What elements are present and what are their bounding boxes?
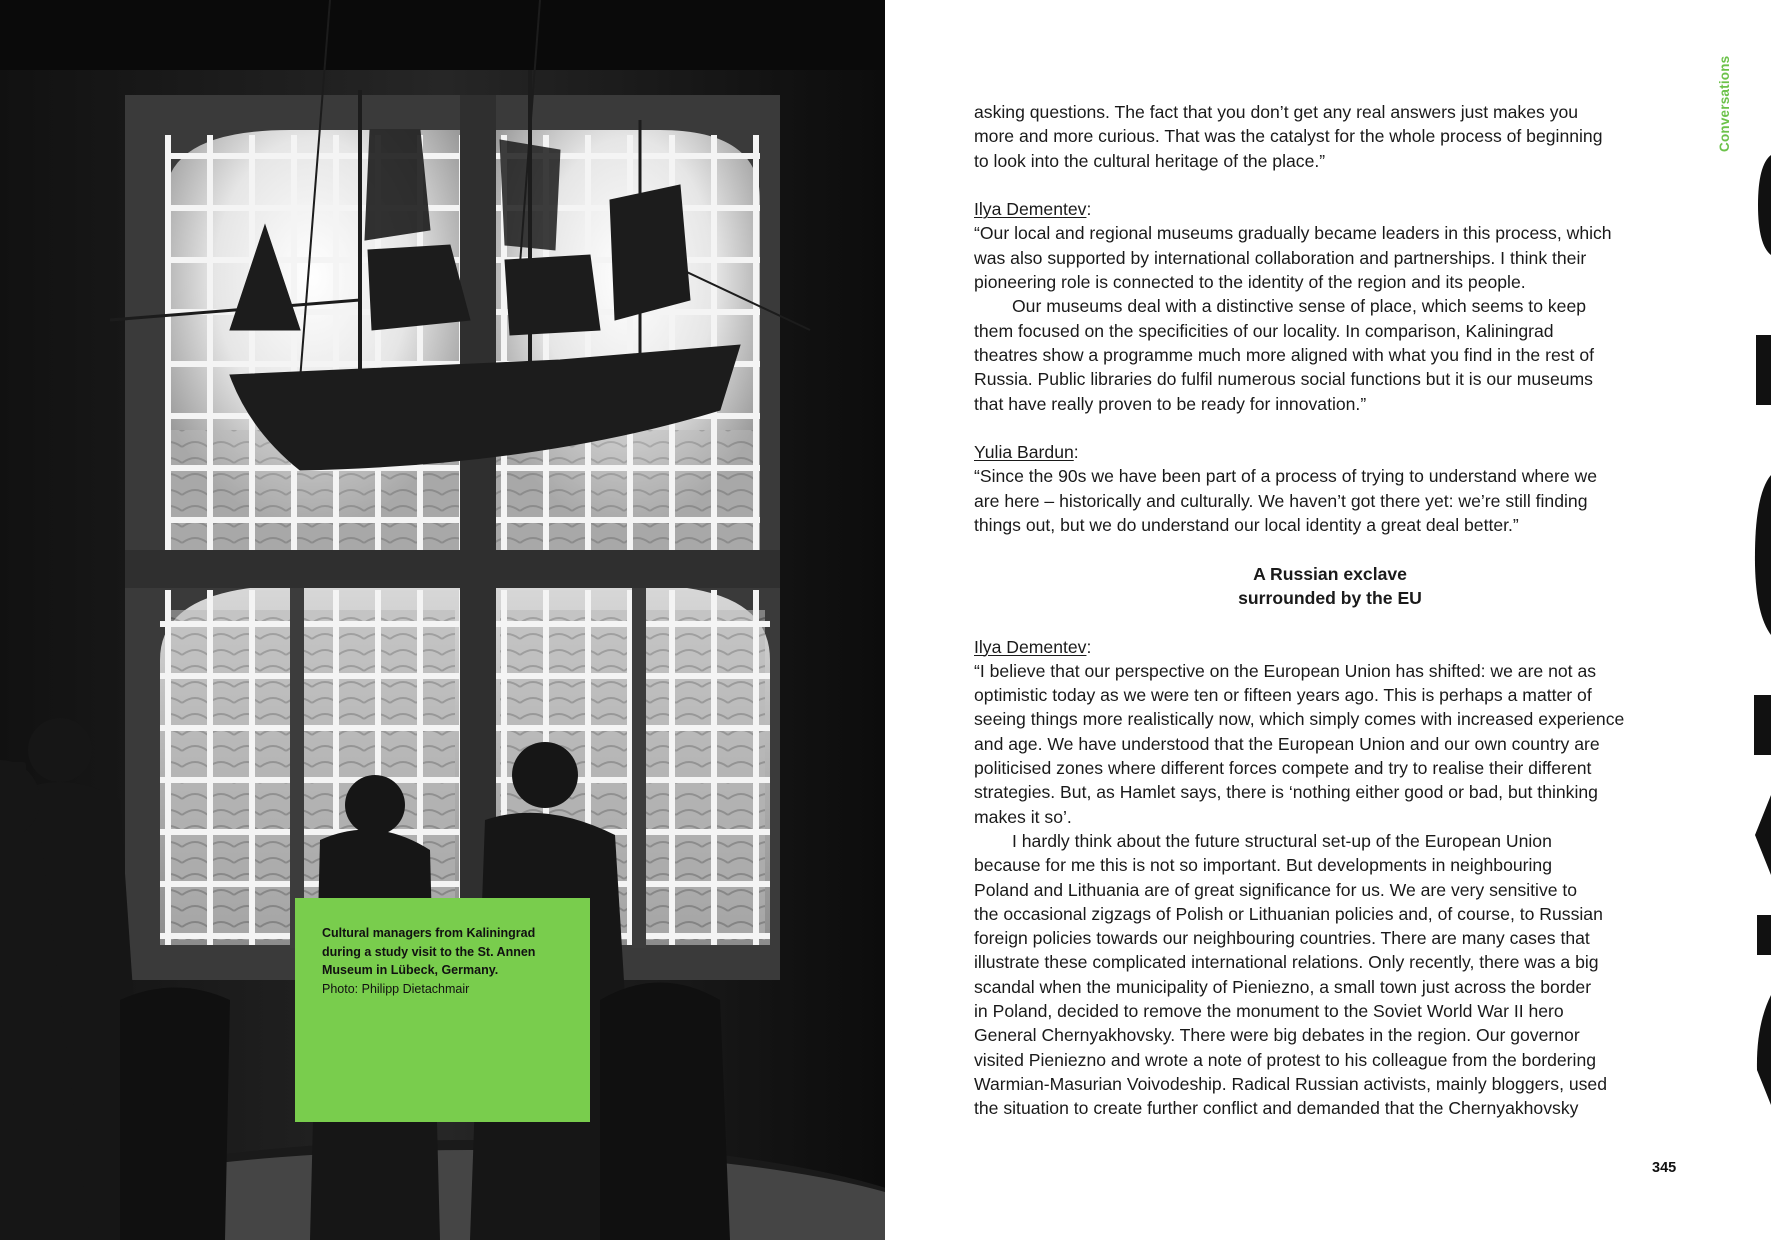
paragraph	[974, 659, 1686, 829]
text-line: seeing things more realistically now, which simply comes with increased experience	[974, 709, 1625, 730]
text-line: “I believe that our perspective on the European Union has shifted: we are not as	[974, 660, 1597, 681]
paragraph	[974, 221, 1686, 294]
paragraph	[974, 294, 1686, 415]
speaker-name: Yulia Bardun	[974, 442, 1074, 463]
heading-line: surrounded by the EU	[1238, 587, 1422, 608]
text-line: Poland and Lithuania are of great significance for us. We are very sensitive to	[974, 879, 1578, 900]
text-line: because for me this is not so important. But developments in neighbouring	[974, 855, 1552, 876]
heading-line: A Russian exclave	[1253, 563, 1407, 584]
caption-line: during a study visit to the St. Annen	[322, 944, 536, 959]
text-line: the occasional zigzags of Polish or Lithuanian policies and, of course, to Russian	[974, 903, 1603, 924]
text-line: politicised zones where different forces compete and try to realise their different	[974, 758, 1592, 779]
text-line: scandal when the municipality of Pieniezno, a small town just across the border	[974, 976, 1592, 997]
speaker-line: Ilya Dementev:	[974, 636, 1092, 657]
paragraph-continuation	[974, 100, 1686, 173]
text-line: I hardly think about the future structural set-up of the European Union	[1012, 830, 1552, 851]
photo-caption	[295, 898, 590, 1122]
text-line: to look into the cultural heritage of the place.”	[974, 150, 1326, 171]
speaker-name: Ilya Dementev	[974, 636, 1087, 657]
section-heading	[974, 562, 1686, 611]
page-number: 345	[1652, 1160, 1677, 1176]
text-line: are here – historically and culturally. We haven’t got there yet: we’re still finding	[974, 490, 1588, 511]
text-line: asking questions. The fact that you don’t get any real answers just makes you	[974, 102, 1579, 122]
caption-line: Cultural managers from Kaliningrad	[322, 926, 536, 940]
text-line: illustrate these complicated international relations. Only recently, there was a big	[974, 952, 1599, 973]
speaker-name: Ilya Dementev	[974, 199, 1087, 220]
paragraph	[974, 829, 1686, 1121]
speaker-line: Yulia Bardun:	[974, 442, 1079, 463]
text-line: makes it so’.	[974, 806, 1072, 827]
text-line: in Poland, decided to remove the monument to the Soviet World War II hero	[974, 1000, 1564, 1021]
text-line: “Since the 90s we have been part of a process of trying to understand where we	[974, 466, 1597, 487]
article-text	[974, 100, 1686, 1120]
text-line: visited Pieniezno and wrote a note of protest to his colleague from the bordering	[974, 1049, 1597, 1070]
text-line: optimistic today as we were ten or fifteen years ago. This is perhaps a matter of	[974, 685, 1592, 706]
text-line: was also supported by international collaboration and partnerships. I think their	[974, 247, 1587, 268]
text-line: Our museums deal with a distinctive sense of place, which seems to keep	[1012, 296, 1587, 317]
edge-decoration	[1752, 95, 1771, 1110]
text-line: foreign policies towards our neighbouring countries. There are many cases that	[974, 928, 1590, 949]
paragraph	[974, 464, 1686, 537]
text-line: General Chernyakhovsky. There were big debates in the region. Our governor	[974, 1025, 1580, 1046]
text-line: Russia. Public libraries do fulfil numerous social functions but it is our museums	[974, 369, 1593, 390]
text-line: pioneering role is connected to the identity of the region and its people.	[974, 272, 1526, 293]
text-line: and age. We have understood that the European Union and our own country are	[974, 733, 1600, 754]
section-label: Conversations	[1717, 55, 1732, 152]
text-line: that have really proven to be ready for innovation.”	[974, 393, 1367, 414]
text-line: things out, but we do understand our local identity a great deal better.”	[974, 515, 1519, 536]
text-line: theatres show a programme much more aligned with what you find in the rest of	[974, 344, 1594, 365]
text-line: them focused on the specificities of our locality. In comparison, Kaliningrad	[974, 320, 1554, 341]
text-line: Warmian-Masurian Voivodeship. Radical Russian activists, mainly bloggers, used	[974, 1073, 1607, 1094]
photo-credit: Photo: Philipp Dietachmair	[322, 981, 470, 996]
text-line: more and more curious. That was the catalyst for the whole process of beginning	[974, 126, 1603, 147]
text-line: the situation to create further conflict and demanded that the Chernyakhovsky	[974, 1098, 1579, 1119]
text-line: strategies. But, as Hamlet says, there is ‘nothing either good or bad, but thinking	[974, 782, 1598, 803]
photo	[0, 0, 885, 1240]
speaker-line: Ilya Dementev:	[974, 199, 1092, 220]
caption-line: Museum in Lübeck, Germany.	[322, 963, 499, 977]
text-line: “Our local and regional museums gradually became leaders in this process, which	[974, 223, 1612, 244]
